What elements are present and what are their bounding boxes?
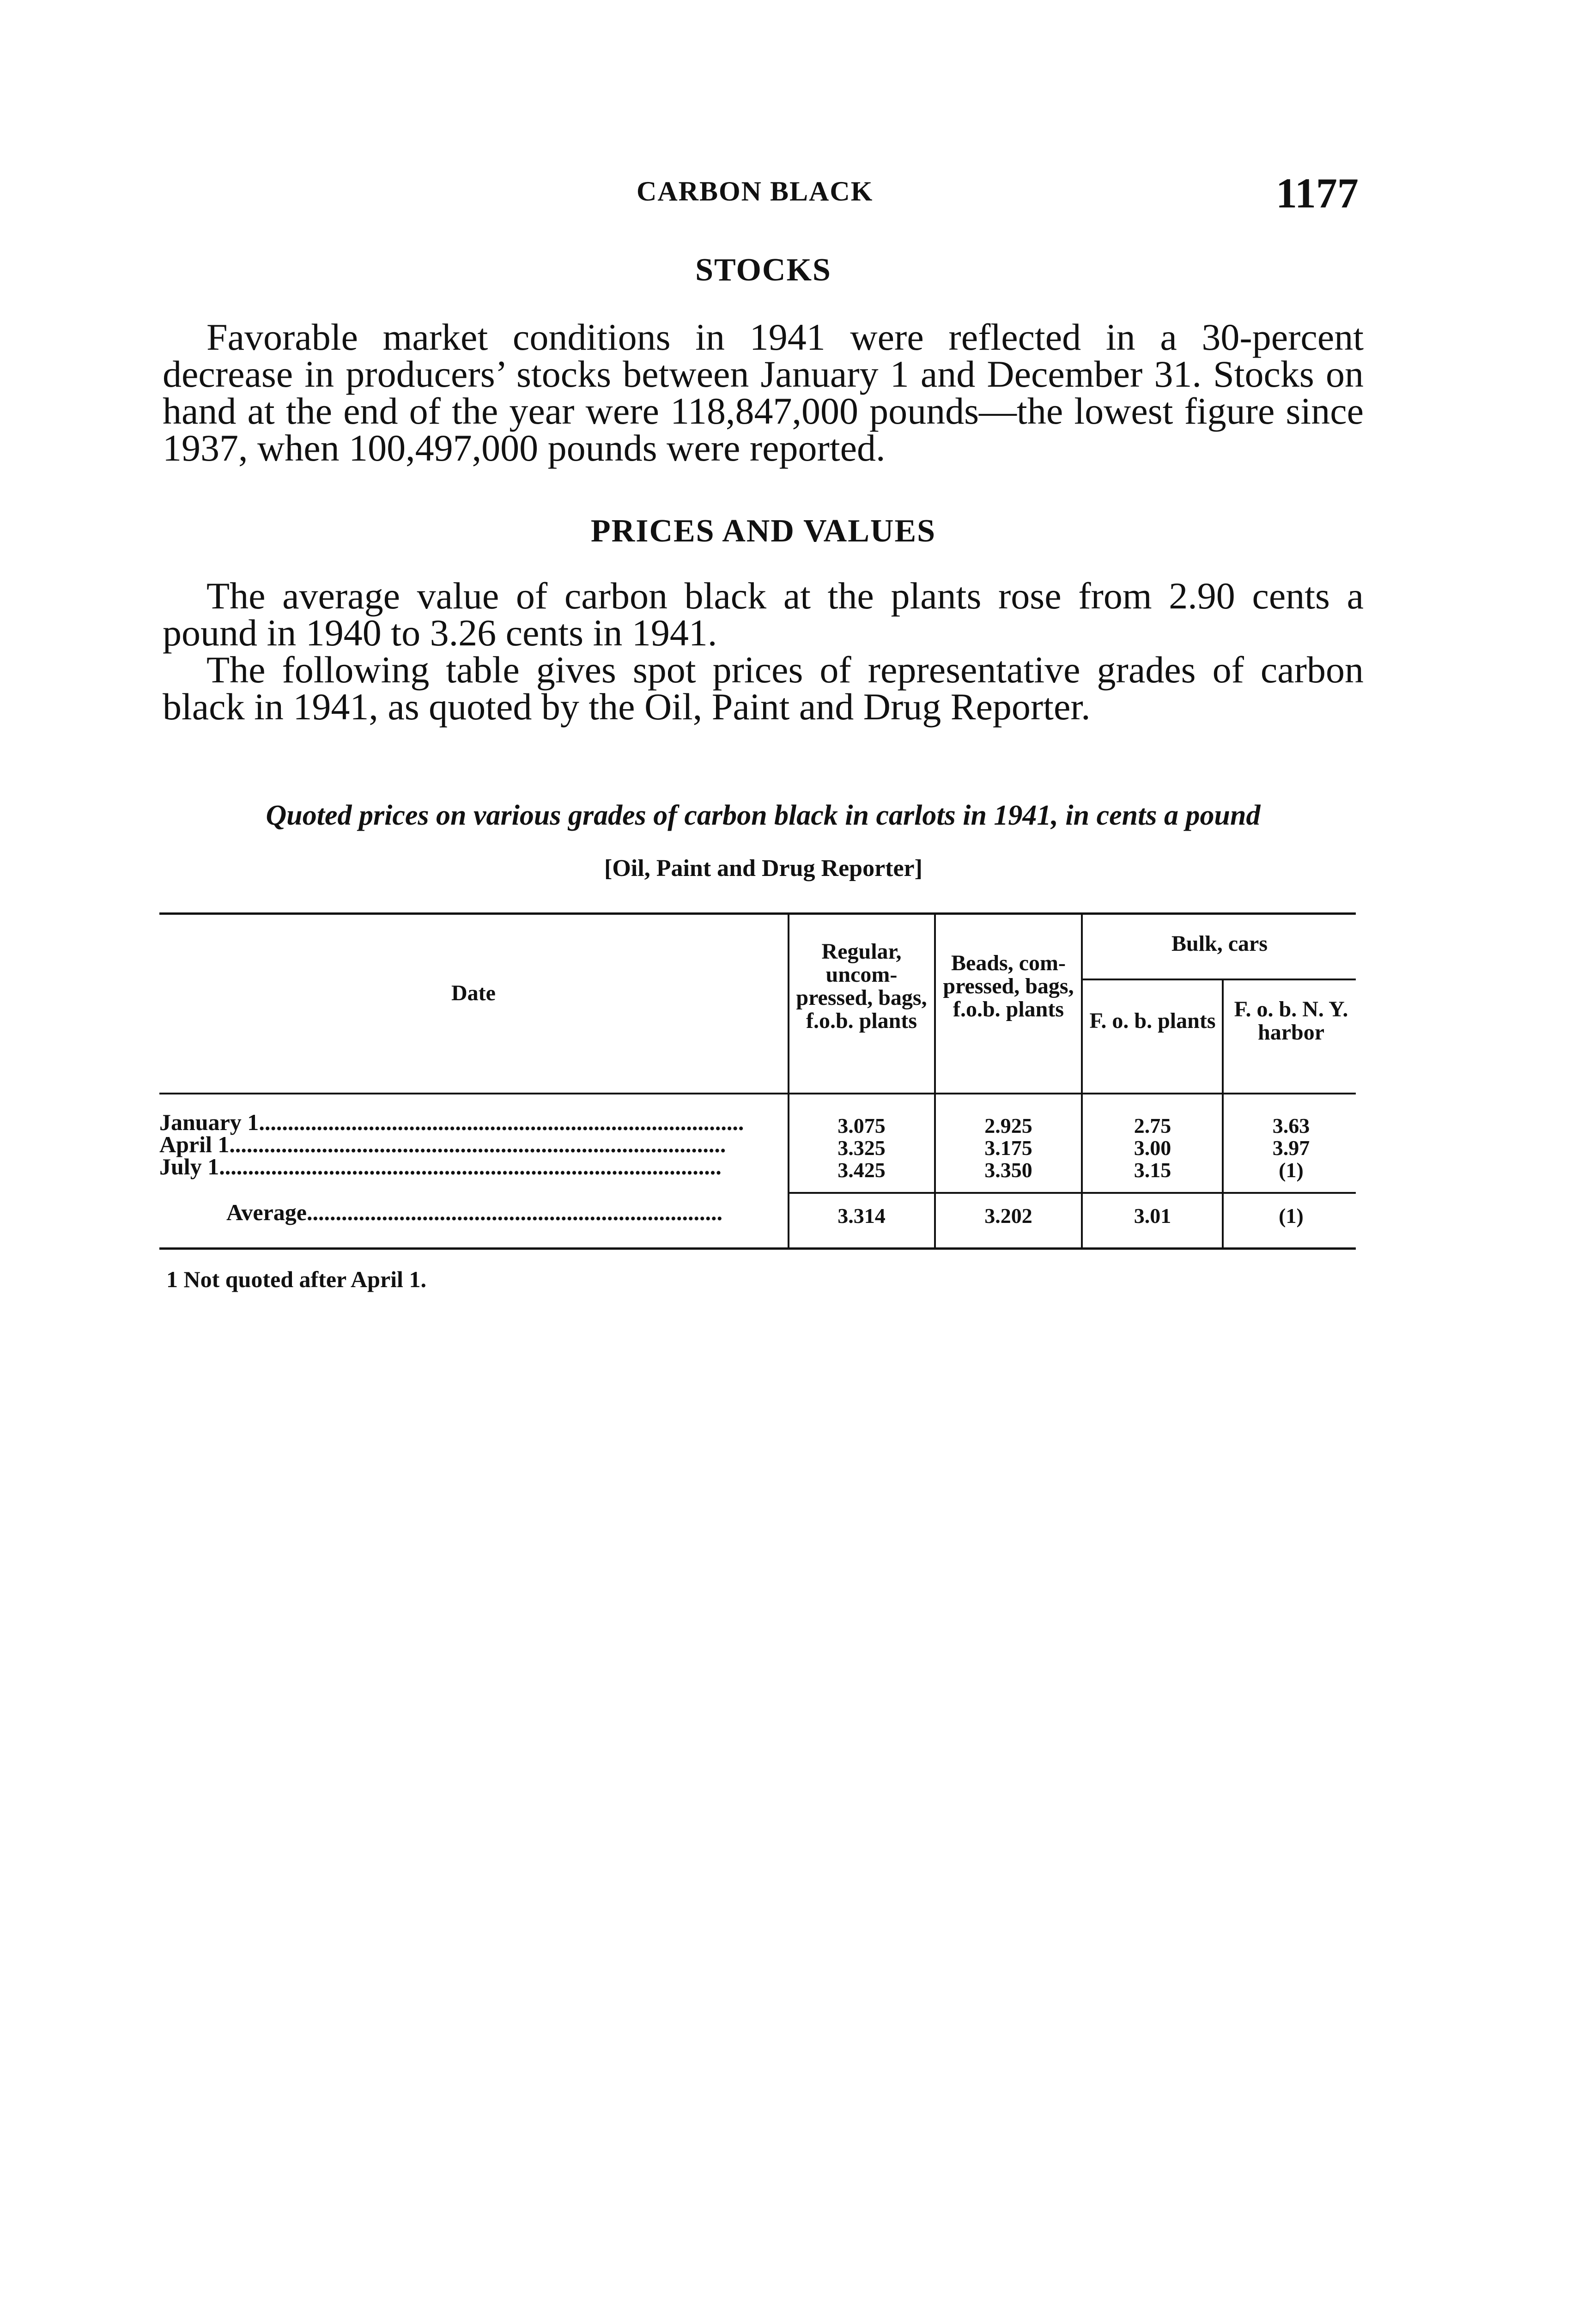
header-date: Date [451,981,496,1005]
average-fob-plants: 3.01 [1134,1204,1171,1228]
average-beads: 3.202 [984,1204,1032,1228]
column-divider [934,914,936,1247]
section-heading-stocks: STOCKS [695,252,831,288]
average-fob-ny: (1) [1279,1204,1304,1228]
section-heading-prices: PRICES AND VALUES [590,513,936,549]
cell-fob-ny: 3.63 [1272,1114,1310,1137]
row-label: January 1.................................................................................... [159,1109,744,1135]
column-divider [788,914,789,1247]
header-regular: Regular, uncom- pressed, bags, f.o.b. plants [796,939,927,1033]
average-regular: 3.314 [837,1204,886,1228]
header-fob-ny: F. o. b. N. Y. harbor [1234,997,1348,1045]
table-top-rule [159,912,1356,915]
table-average-rule [788,1192,1356,1194]
row-label: July 1....................................................................................... [159,1154,722,1179]
prices-paragraph-1: The average value of carbon black at the plants rose from 2.90 cents a pound in 1940 to 3.26 cents in 1941. [163,575,1364,654]
page-number: 1177 [1276,170,1359,217]
cell-beads: 3.350 [984,1158,1032,1182]
running-title: CARBON BLACK [637,176,874,207]
table-bottom-rule [159,1247,1356,1250]
cell-regular: 3.325 [837,1136,886,1160]
stocks-paragraph: Favorable market conditions in 1941 were reflected in a 30-percent decrease in producers’ stocks between January 1 and December 31. Stocks on hand at the end of the year were 118,847,000 pounds—the lowest figure since 1937, when 100,497,000 pounds were reported. [163,316,1364,469]
cell-fob-plants: 2.75 [1134,1114,1171,1137]
header-bulk-cars: Bulk, cars [1171,931,1268,956]
column-divider [1081,914,1083,1247]
cell-regular: 3.075 [837,1114,886,1137]
cell-regular: 3.425 [837,1158,886,1182]
table-source: [Oil, Paint and Drug Reporter] [604,855,922,881]
table-footnote: 1 Not quoted after April 1. [166,1266,426,1292]
header-beads: Beads, com- pressed, bags, f.o.b. plants [943,951,1074,1021]
header-fob-plants: F. o. b. plants [1089,1009,1216,1033]
table-header-rule [159,1093,1356,1094]
column-divider [1222,979,1224,1247]
average-label: Average........................................................................ [226,1199,722,1225]
cell-fob-plants: 3.15 [1134,1158,1171,1182]
bulk-group-rule [1081,979,1356,980]
cell-fob-ny: (1) [1279,1158,1304,1182]
cell-fob-ny: 3.97 [1272,1136,1310,1160]
cell-fob-plants: 3.00 [1134,1136,1171,1160]
prices-paragraph-2: The following table gives spot prices of representative grades of carbon black in 1941, as quoted by the Oil, Paint and Drug Reporter. [163,649,1364,728]
row-label: April 1...................................................................................... [159,1131,726,1157]
cell-beads: 2.925 [984,1114,1032,1137]
cell-beads: 3.175 [984,1136,1032,1160]
table-caption: Quoted prices on various grades of carbon black in carlots in 1941, in cents a pound [266,800,1261,831]
